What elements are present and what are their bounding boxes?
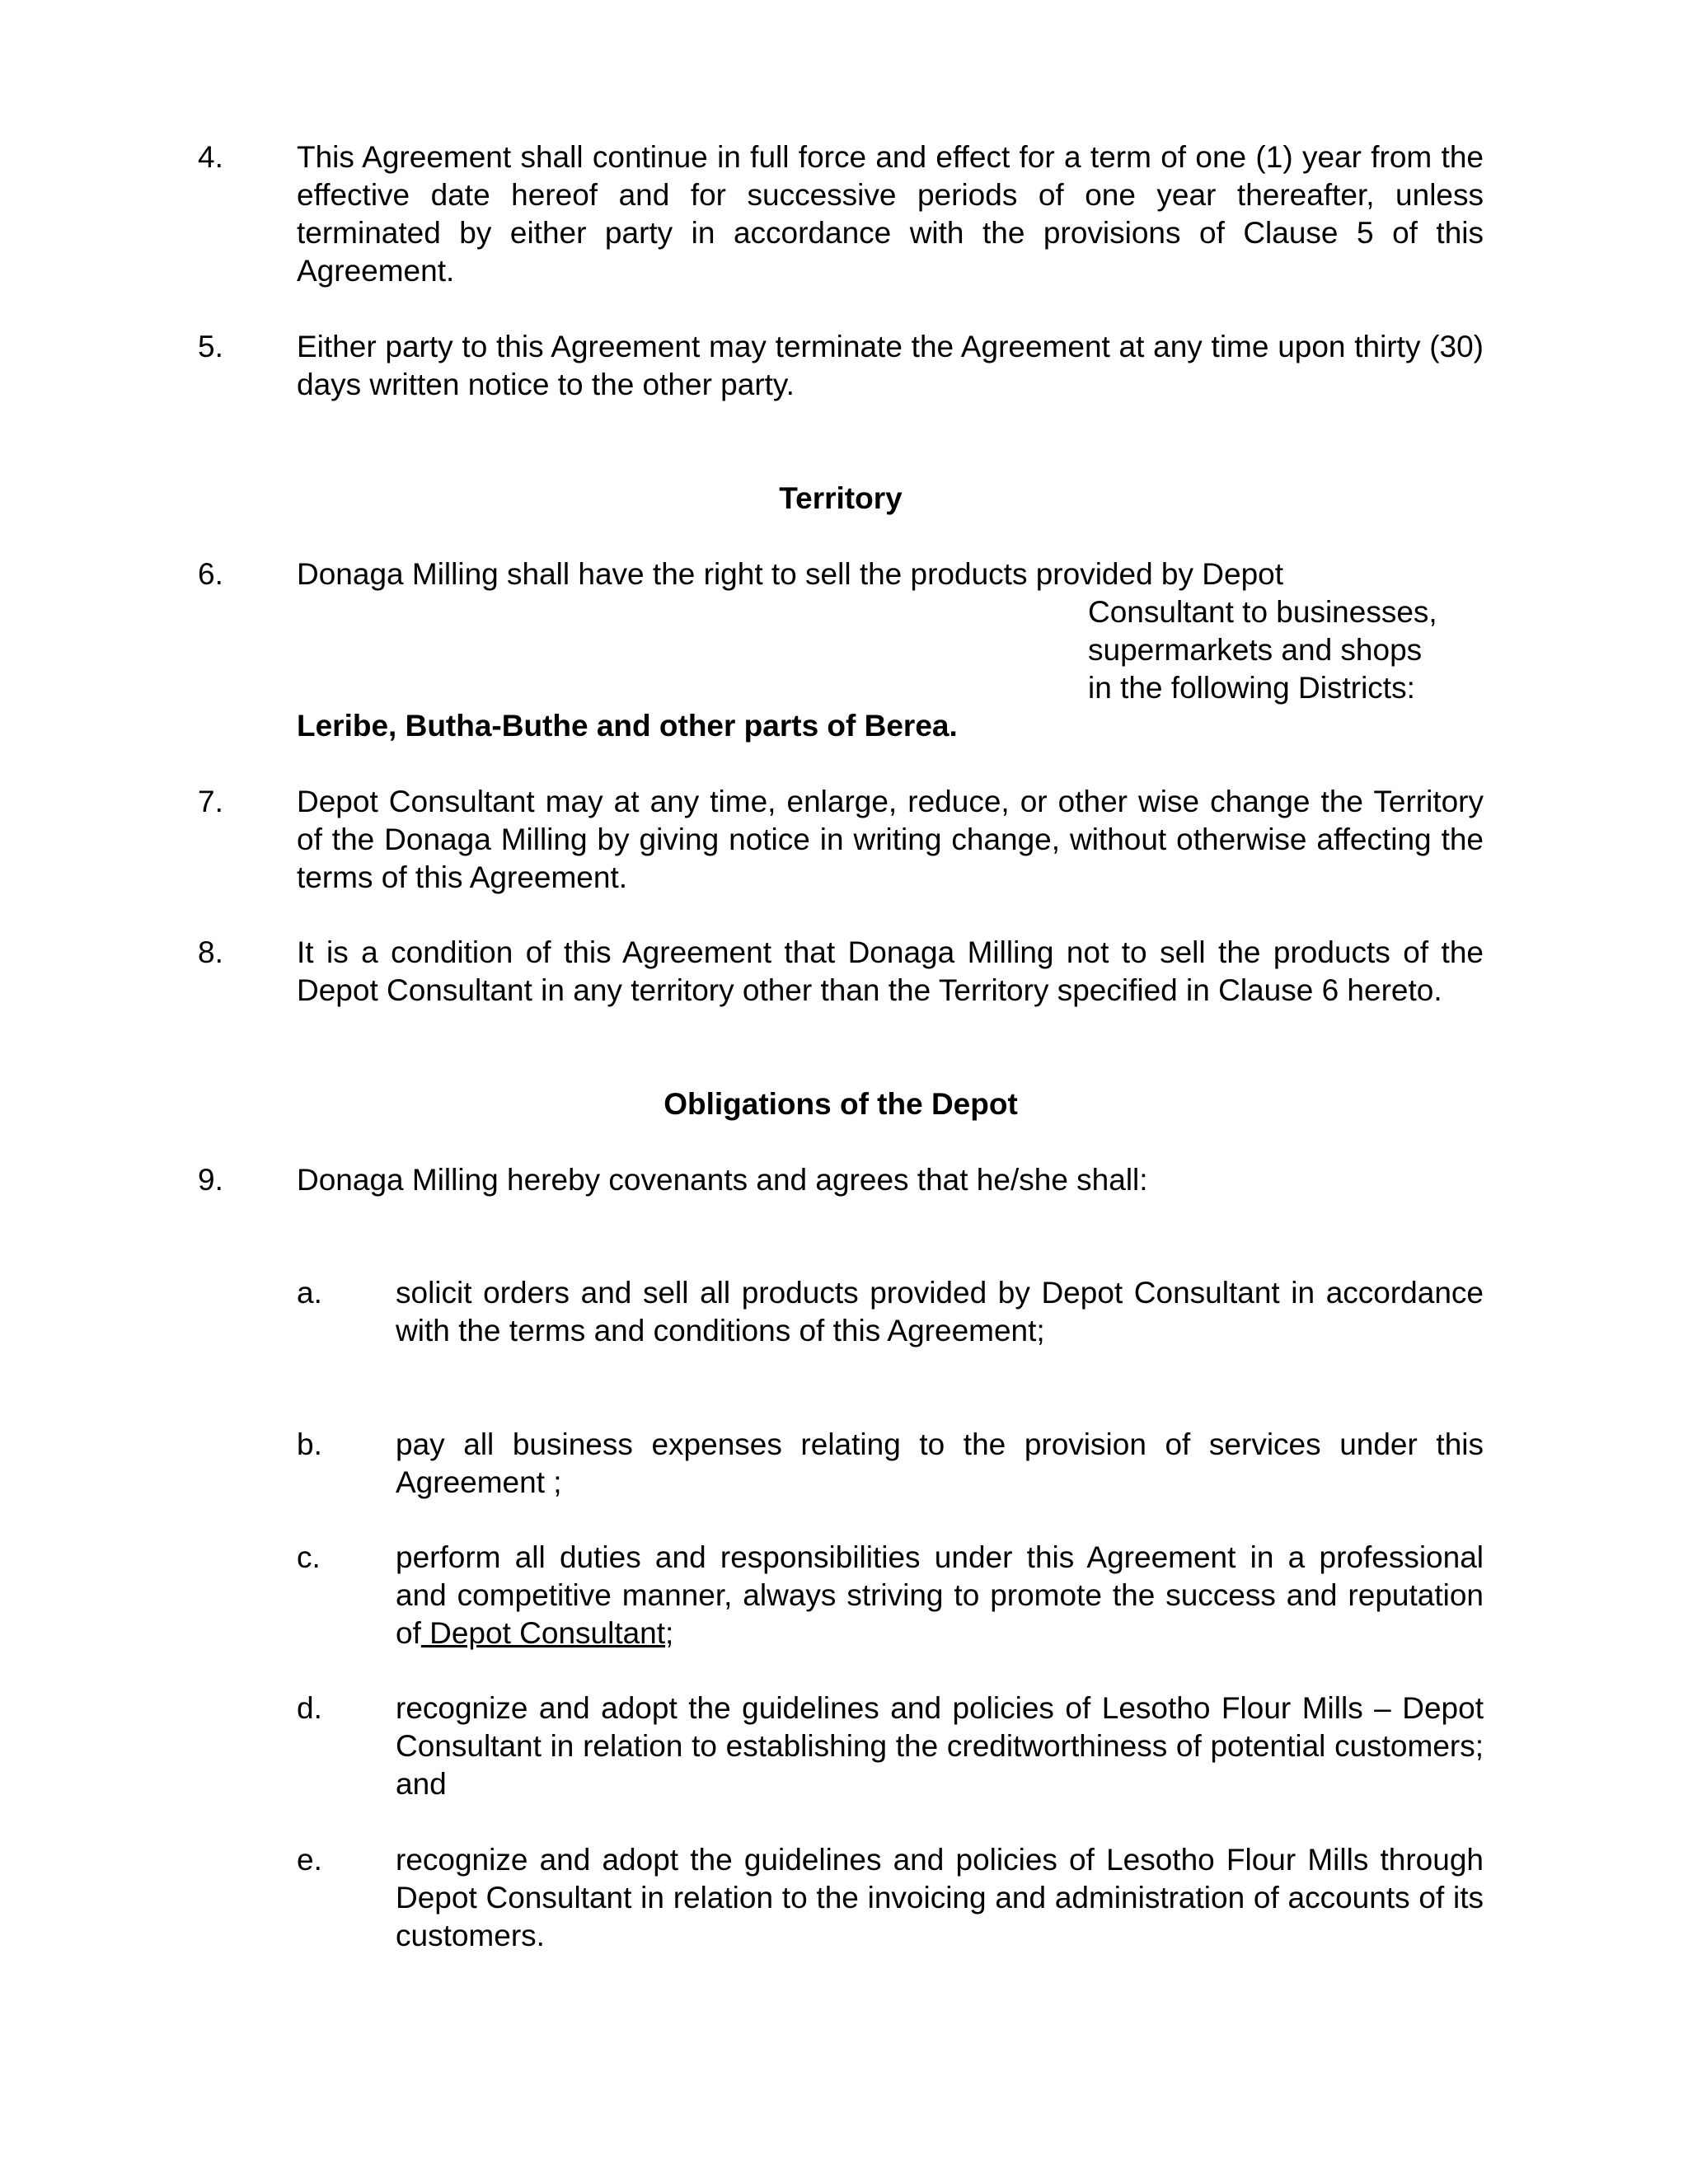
clause-number: 4. — [198, 140, 223, 174]
item-text-part: perform all duties and responsibilities under this Agreement in a professional and competitive manner, always striving to promote the success and reputation of — [396, 1540, 1484, 1650]
clause-text-line: in the following Districts: — [1088, 671, 1415, 705]
item-letter: e. — [297, 1843, 322, 1877]
item-text: solicit orders and sell all products provided by Depot Consultant in accordance with the terms and conditions of this Agreement; — [396, 1276, 1484, 1347]
clause-7 — [198, 783, 1484, 897]
clause-5 — [198, 328, 1484, 404]
item-text: pay all business expenses relating to the provision of services under this Agreement ; — [396, 1427, 1484, 1499]
section-heading-territory: Territory — [779, 481, 903, 515]
clause-number: 7. — [198, 785, 223, 818]
clause-text-line: Donaga Milling shall have the right to sell the products provided by Depot — [297, 557, 1284, 591]
clause-4 — [198, 138, 1484, 290]
clause-6 — [198, 555, 1484, 745]
item-text: recognize and adopt the guidelines and policies of Lesotho Flour Mills through Depot Consultant in relation to the invoicing and administration of accounts of its customers. — [396, 1843, 1484, 1952]
clause-8 — [198, 934, 1484, 1010]
clause-text-line: Consultant to businesses, — [1088, 595, 1437, 629]
clause-text: Depot Consultant may at any time, enlarge, reduce, or other wise change the Territory of the Donaga Milling by giving notice in writing change, without otherwise affecting the terms of this Agreement. — [297, 785, 1484, 894]
clause-9 — [198, 1161, 1484, 1199]
obligation-item-e — [297, 1841, 1484, 1955]
districts-list: Leribe, Butha-Buthe and other parts of Berea. — [297, 709, 958, 743]
clause-text: This Agreement shall continue in full force and effect for a term of one (1) year from the effective date hereof and for successive periods of one year thereafter, unless terminated by either party in accordance with the provisions of Clause 5 of this Agreement. — [297, 140, 1484, 288]
item-text — [396, 1539, 1484, 1652]
clause-text-line: supermarkets and shops — [1088, 633, 1423, 667]
item-letter: d. — [297, 1691, 322, 1725]
item-letter: c. — [297, 1540, 321, 1574]
item-text-part: ; — [665, 1616, 674, 1650]
clause-number: 8. — [198, 935, 223, 969]
clause-text: Donaga Milling hereby covenants and agrees that he/she shall: — [297, 1163, 1148, 1197]
obligation-item-d — [297, 1690, 1484, 1803]
obligation-item-c — [297, 1539, 1484, 1652]
clause-number: 5. — [198, 330, 223, 363]
clause-number: 9. — [198, 1163, 223, 1197]
item-text: recognize and adopt the guidelines and policies of Lesotho Flour Mills – Depot Consultant in relation to establishing the creditworthiness of potential customers; and — [396, 1691, 1484, 1801]
item-letter: b. — [297, 1427, 322, 1461]
clause-text: It is a condition of this Agreement that Donaga Milling not to sell the products of the Depot Consultant in any territory other than the Territory specified in Clause 6 hereto. — [297, 935, 1484, 1007]
depot-consultant-underlined: Depot Consultant — [420, 1616, 666, 1650]
clause-text: Either party to this Agreement may terminate the Agreement at any time upon thirty (30) days written notice to the other party. — [297, 330, 1484, 401]
section-heading-obligations: Obligations of the Depot — [663, 1087, 1018, 1121]
item-letter: a. — [297, 1276, 322, 1310]
clause-number: 6. — [198, 557, 223, 591]
obligation-item-a — [297, 1274, 1484, 1350]
obligation-item-b — [297, 1426, 1484, 1502]
